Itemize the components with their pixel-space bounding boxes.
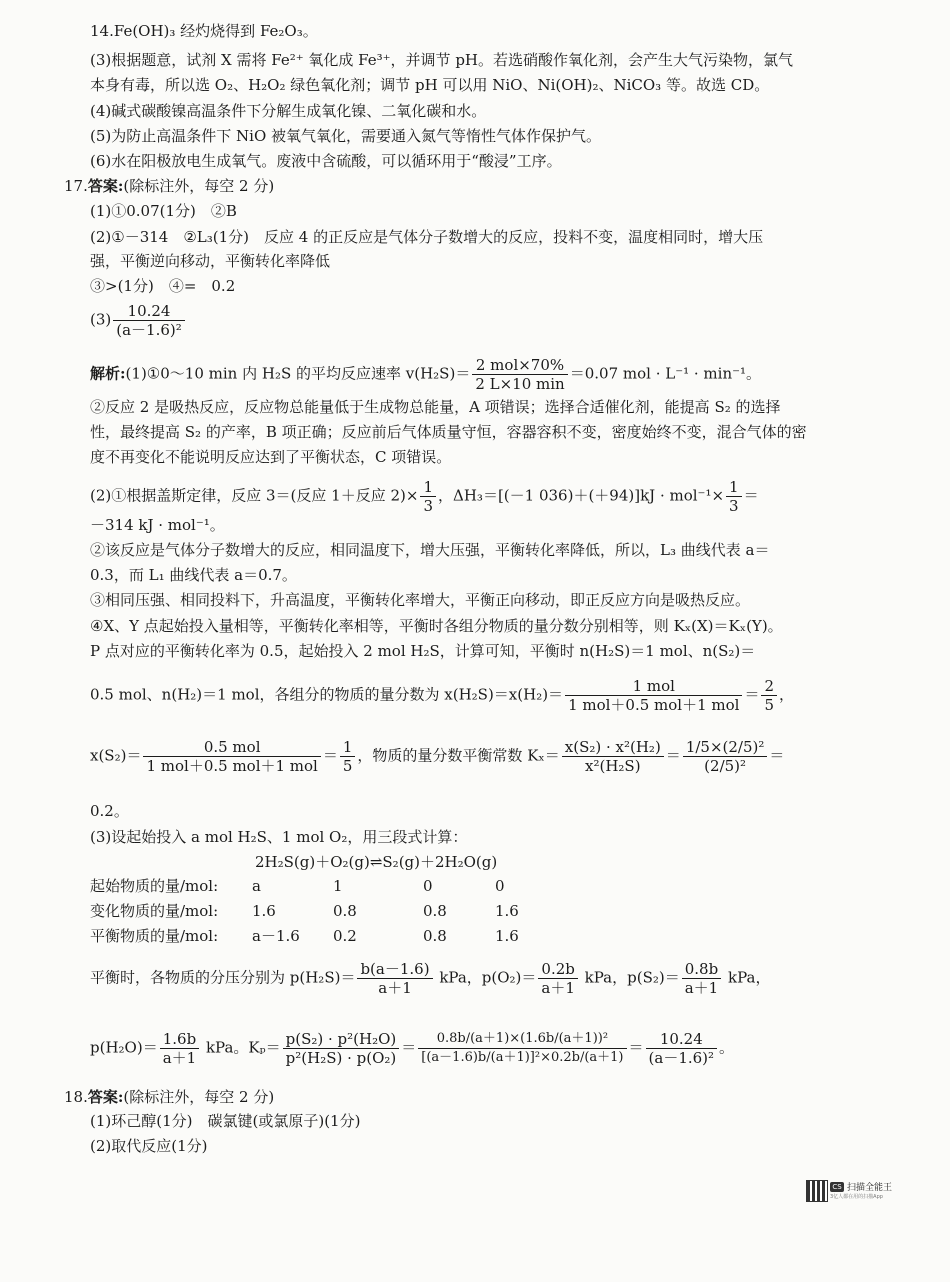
rate-fraction: $\frac{\text{2 mol×70\%}}{2 L\times 10 \min}$ xyxy=(472,356,567,393)
answer-label: 答案: xyxy=(87,1088,124,1106)
line-6: (6)水在阳极放电生成氧气。废液中含硫酸，可以循环用于“酸浸”工序。 xyxy=(90,152,562,170)
kp-expanded-fraction: $\frac{\text{0.8b/(a＋1)×(1.6b/(a＋1))²}}{\text{[(a－1.6)b/(a＋1)]²×0.2b/(a＋1)}}$ xyxy=(418,1030,626,1067)
analysis-4a: ②该反应是气体分子数增大的反应，相同温度下，增大压强，平衡转化率降低，所以，L₃ 曲线代表 a＝ xyxy=(90,541,770,559)
line-3a: (3)根据题意，试剂 X 需将 Fe²⁺ 氧化成 Fe³⁺，并调节 pH。若选硝酸作氧化剂，会产生大气污染物，氯气 xyxy=(90,51,794,69)
line-3b: 本身有毒，所以选 O₂、H₂O₂ 绿色氧化剂；调节 pH 可以用 NiO、Ni(OH)₂、NiCO₃ 等。故选 CD。 xyxy=(90,76,770,94)
score-note: (除标注外，每空 2 分) xyxy=(123,177,275,195)
question-number: 17. xyxy=(64,177,88,195)
one-third-fraction: $\frac{1}{3}$ xyxy=(420,478,436,515)
answer-label: 答案: xyxy=(87,177,124,195)
analysis-label: 解析: xyxy=(90,364,126,383)
one-third-fraction: $\frac{1}{3}$ xyxy=(726,478,742,515)
qr-code-icon xyxy=(806,1180,828,1202)
line-4: (4)碱式碳酸镍高温条件下分解生成氧化镍、二氧化碳和水。 xyxy=(90,102,487,120)
brand-name: 扫描全能王 xyxy=(847,1183,893,1193)
analysis-3: (2)①根据盖斯定律，反应 3＝(反应 1＋反应 2)× $\frac{1}{3}$ ，ΔH₃＝[(－1 036)＋(＋94)]kJ · mol⁻¹× $\frac{1}{3}$ ＝ xyxy=(90,478,759,515)
analysis-2a: ②反应 2 是吸热反应，反应物总能量低于生成物总能量，A 项错误；选择合适催化剂，能提高 S₂ 的选择 xyxy=(90,398,781,416)
line-14: 14.Fe(OH)₃ 经灼烧得到 Fe₂O₃。 xyxy=(90,22,318,40)
answer-3-fraction: $\frac{10.24}{\text{(a－1.6)²}}$ xyxy=(113,302,185,339)
score-note: (除标注外，每空 2 分) xyxy=(123,1088,275,1106)
analysis-9: (3)设起始投入 a mol H₂S、1 mol O₂，用三段式计算： xyxy=(90,828,468,846)
question-number: 18. xyxy=(64,1088,88,1106)
brand-tagline: 3亿人都在用的扫描App xyxy=(830,1194,883,1200)
kp-fraction: $\frac{\text{p(S₂) · p²(H₂O)}}{\text{p²(H₂S) · p(O₂)}}$ xyxy=(283,1030,400,1067)
analysis-7: x(S₂)＝ $\frac{\text{0.5 mol}}{\text{1 mol＋0.5 mol＋1 mol}}$ ＝ $\frac{1}{5}$ ，物质的量分数平衡常数 Kₓ＝ $\frac{\text{x(S₂) · x²(H₂)}}{\text{x²(H₂S)}}$ ＝ $\frac{\text{1/5×(2/5)²}}{\text{(2/5)²}}$ ＝ xyxy=(90,738,785,775)
analysis-2c: 度不再变化不能说明反应达到了平衡状态，C 项错误。 xyxy=(90,448,452,466)
line-5: (5)为防止高温条件下 NiO 被氧气氧化，需要通入氮气等惰性气体作保护气。 xyxy=(90,127,602,145)
analysis-5: ③相同压强、相同投料下，升高温度，平衡转化率增大，平衡正向移动，即正反应方向是吸热反应。 xyxy=(90,591,751,609)
partial-pressures-1: 平衡时，各物质的分压分别为 p(H₂S)＝ $\frac{b(a-1.6)}{a+1}$ kPa，p(O₂)＝ $\frac{0.2b}{a+1}$ kPa，p(S₂)＝ $\frac{0.8b}{a+1}$ kPa， xyxy=(90,960,771,997)
question-17-header xyxy=(64,175,274,197)
analysis-8: 0.2。 xyxy=(90,802,129,820)
analysis-2b: 性，最终提高 S₂ 的产率，B 项正确；反应前后气体质量守恒，容器容积不变，密度始终不变，混合气体的密 xyxy=(90,423,807,441)
answer-2a: (2)①－314 ②L₃(1分) 反应 4 的正反应是气体分子数增大的反应，投料不变，温度相同时，增大压 xyxy=(90,228,764,246)
answer-18-1: (1)环己醇(1分) 碳氯键(或氯原子)(1分) xyxy=(90,1112,361,1130)
answer-18-2: (2)取代反应(1分) xyxy=(90,1137,208,1155)
answer-2c: ③>(1分) ④= 0.2 xyxy=(90,277,236,295)
analysis-6b: P 点对应的平衡转化率为 0.5，起始投入 2 mol H₂S，计算可知，平衡时 n(H₂S)＝1 mol、n(S₂)＝ xyxy=(90,642,756,660)
answer-1: (1)①0.07(1分) ②B xyxy=(90,202,237,220)
document-page: 14.Fe(OH)₃ 经灼烧得到 Fe₂O₃。 (3)根据题意，试剂 X 需将 Fe²⁺ 氧化成 Fe³⁺，并调节 pH。若选硝酸作氧化剂，会产生大气污染物，氯气 本身有毒，所以选 O₂、H₂O₂ 绿色氧化剂；调节 pH 可以用 NiO、Ni(OH)₂、NiCO₃ 等。故选 CD。 (4)碱式碳酸镍高温条件下分解生成氧化镍、二氧化碳和水。 (5)为防止高温条件下 NiO 被氧气氧化，需要通入氮气等惰性气体作保护气。 (6)水在阳极放电生成氧气。废液中含硫酸，可以循环用于“酸浸”工序。 17.答案:(除标注外，每空 2 分) (1)①0.07(1分) ②B (2)①－314 ②L₃(1分) 反应 4 的正反应是气体分子数增大的反应，投料不变，温度相同时，增大压 强，平衡逆向移动，平衡转化率降低 ③>(1分) ④= 0.2 (3) $\frac{10.24}{\text{(a－1.6)²}}$ 解析:(1)①0～10 min 内 H₂S 的平均反应速率 v(H₂S)＝ $\frac{\text{2 mol×70\%}}{2 L\times 10 \min}$ ＝0.07 mol · L⁻¹ · min⁻¹。 ②反应 2 是吸热反应，反应物总能量低于生成物总能量，A 项错误；选择合适催化剂，能提高 S₂ 的选择 性，最终提高 S₂ 的产率，B 项正确；反应前后气体质量守恒，容器容积不变，密度始终不变，混合气体的密 度不再变化不能说明反应达到了平衡状态，C 项错误。 (2)①根据盖斯定律，反应 3＝(反应 1＋反应 2)× $\frac{1}{3}$ ，ΔH₃＝[(－1 036)＋(＋94)]kJ · mol⁻¹× $\frac{1}{3}$ ＝ －314 kJ · mol⁻¹。 ②该反应是气体分子数增大的反应，相同温度下，增大压强，平衡转化率降低，所以，L₃ 曲线代表 a＝ 0.3，而 L₁ 曲线代表 a＝0.7。 ③相同压强、相同投料下，升高温度，平衡转化率增大，平衡正向移动，即正反应方向是吸热反应。 ④X、Y 点起始投入量相等，平衡转化率相等，平衡时各组分物质的量分数分别相等，则 Kₓ(X)＝Kₓ(Y)。 P 点对应的平衡转化率为 0.5，起始投入 2 mol H₂S，计算可知，平衡时 n(H₂S)＝1 mol、n(S₂)＝ 0.5 mol、n(H₂)＝1 mol，各组分的物质的量分数为 x(H₂S)＝x(H₂)＝ $\frac{\text{1 mol}}{\text{1 mol＋0.5 mol＋1 mol}}$ ＝ $\frac{2}{5}$ ， x(S₂)＝ $\frac{\text{0.5 mol}}{\text{1 mol＋0.5 mol＋1 mol}}$ ＝ $\frac{1}{5}$ ，物质的量分数平衡常数 Kₓ＝ $\frac{\text{x(S₂) · x²(H₂)}}{\text{x²(H₂S)}}$ ＝ $\frac{\text{1/5×(2/5)²}}{\text{(2/5)²}}$ ＝ 0.2。 (3)设起始投入 a mol H₂S、1 mol O₂，用三段式计算： 2H₂S(g)＋O₂(g)⇌S₂(g)＋2H₂O(g) 起始物质的量/mol: a 1 0 0 变化物质的量/mol: 1.6 0.8 0.8 1.6 平衡物质的量/mol: a－1.6 0.2 0.8 1.6 平衡时，各物质的分压分别为 p(H₂S)＝ $\frac{b(a-1.6)}{a+1}$ kPa，p(O₂)＝ $\frac{0.2b}{a+1}$ kPa，p(S₂)＝ $\frac{0.8b}{a+1}$ kPa， p(H₂O)＝ $\frac{1.6b}{a+1}$ kPa。Kₚ＝ $\frac{\text{p(S₂) · p²(H₂O)}}{\text{p²(H₂S) · p(O₂)}}$ ＝ $\frac{\text{0.8b/(a＋1)×(1.6b/(a＋1))²}}{\text{[(a－1.6)b/(a＋1)]²×0.2b/(a＋1)}}$ ＝ $\frac{10.24}{\text{(a－1.6)²}}$ 。 18.答案:(除标注外，每空 2 分) (1)环己醇(1分) 碳氯键(或氯原子)(1分) (2)取代反应(1分) CS 扫描全能王 3亿人都在用的扫描App xyxy=(64,22,893,1200)
answer-2b: 强，平衡逆向移动，平衡转化率降低 xyxy=(90,252,331,270)
s2-fraction: $\frac{\text{0.5 mol}}{\text{1 mol＋0.5 mol＋1 mol}}$ xyxy=(143,738,320,775)
analysis-4b: 0.3，而 L₁ 曲线代表 a＝0.7。 xyxy=(90,566,297,584)
kx-value-fraction: $\frac{\text{1/5×(2/5)²}}{\text{(2/5)²}}$ xyxy=(683,738,768,775)
analysis-1: 解析:(1)①0～10 min 内 H₂S 的平均反应速率 v(H₂S)＝ $\frac{\text{2 mol×70\%}}{2 L\times 10 \min}$ ＝0.07 mol · L⁻¹ · min⁻¹。 xyxy=(90,356,762,393)
mole-fraction: $\frac{\text{1 mol}}{\text{1 mol＋0.5 mol＋1 mol}}$ xyxy=(565,677,742,714)
answer-3: (3) $\frac{10.24}{\text{(a－1.6)²}}$ xyxy=(90,302,187,339)
analysis-6a: ④X、Y 点起始投入量相等，平衡转化率相等，平衡时各组分物质的量分数分别相等，则 Kₓ(X)＝Kₓ(Y)。 xyxy=(90,617,783,635)
kp-result-fraction: $\frac{10.24}{\text{(a－1.6)²}}$ xyxy=(646,1030,718,1067)
kx-fraction: $\frac{\text{x(S₂) · x²(H₂)}}{\text{x²(H₂S)}}$ xyxy=(562,738,664,775)
scanner-watermark xyxy=(806,1180,893,1202)
reaction-equation: 2H₂S(g)＋O₂(g)⇌S₂(g)＋2H₂O(g) xyxy=(255,853,498,871)
analysis-6c: 0.5 mol、n(H₂)＝1 mol，各组分的物质的量分数为 x(H₂S)＝x(H₂)＝ $\frac{\text{1 mol}}{\text{1 mol＋0.5 mol＋1 mol}}$ ＝ $\frac{2}{5}$ ， xyxy=(90,677,795,714)
question-18-header xyxy=(64,1086,274,1108)
analysis-3b: －314 kJ · mol⁻¹。 xyxy=(90,516,225,534)
camscanner-icon: CS xyxy=(830,1182,844,1192)
two-fifths-fraction: $\frac{2}{5}$ xyxy=(761,677,777,714)
partial-pressures-2: p(H₂O)＝ $\frac{1.6b}{a+1}$ kPa。Kₚ＝ $\frac{\text{p(S₂) · p²(H₂O)}}{\text{p²(H₂S) · p(O₂)}}$ ＝ $\frac{\text{0.8b/(a＋1)×(1.6b/(a＋1))²}}{\text{[(a－1.6)b/(a＋1)]²×0.2b/(a＋1)}}$ ＝ $\frac{10.24}{\text{(a－1.6)²}}$ 。 xyxy=(90,1030,735,1067)
one-fifth-fraction: $\frac{1}{5}$ xyxy=(340,738,356,775)
